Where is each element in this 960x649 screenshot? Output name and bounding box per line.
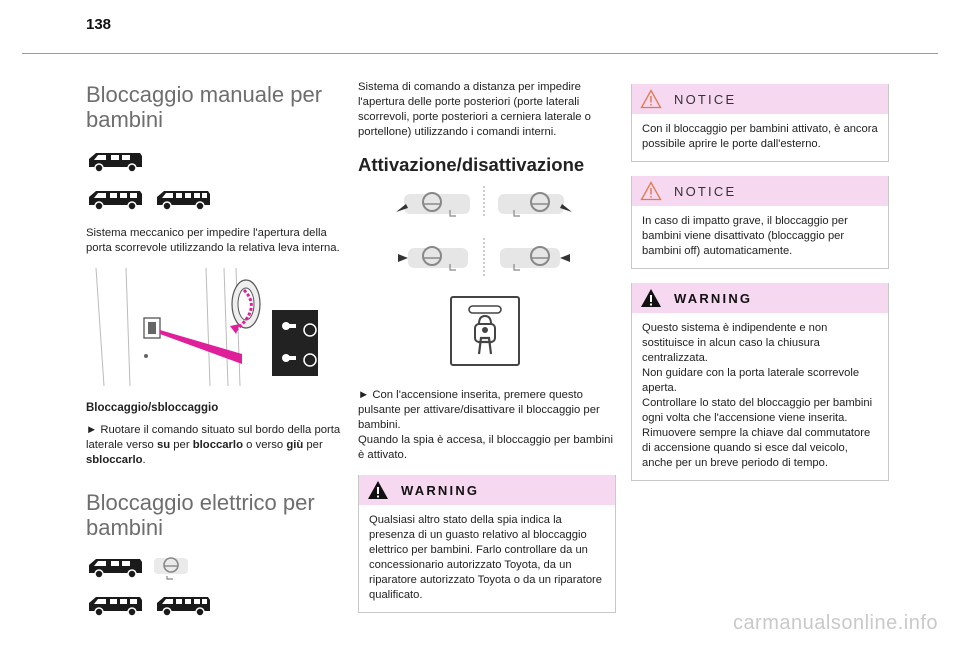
instruction-unlock: sbloccarlo: [86, 454, 143, 466]
notice-header: [632, 84, 888, 114]
notice-callout-1: [631, 84, 889, 162]
column-3: [631, 84, 889, 481]
column-2: [358, 80, 616, 613]
instruction-down: giù: [286, 439, 304, 451]
instruction-lock: bloccarlo: [192, 439, 243, 451]
notice-text: Con il bloccaggio per bambini attivato, è ancora possibile aprire le porte dall'esterno.: [642, 123, 878, 150]
van-long-icon: [154, 186, 212, 212]
activation-step: ► Con l'accensione inserita, premere questo pulsante per attivare/disattivare il bloccaggio per bambini.: [358, 389, 600, 431]
warning-title: WARNING: [401, 482, 480, 498]
vehicle-icons-row-4: [86, 590, 342, 620]
steering-diagram-rhd-right: [498, 193, 572, 216]
van-medium-icon: [86, 186, 144, 212]
steering-diagram-lhd-left: [396, 193, 470, 216]
instruction-text: .: [142, 454, 146, 466]
notice-text: In caso di impatto grave, il bloccaggio per bambini viene disattivato (bloccaggio per bambini off) automaticamente.: [642, 215, 848, 257]
instruction-text: per: [303, 439, 323, 451]
child-lock-switch[interactable]: [450, 296, 520, 366]
header-divider: [22, 53, 938, 54]
notice-header: [632, 176, 888, 206]
warning-callout-col3: [631, 283, 889, 481]
warning-title: WARNING: [674, 290, 753, 306]
warning-callout-col2: [358, 475, 616, 613]
manual-lock-title: Bloccaggio manuale per bambini: [86, 82, 323, 132]
manual-lock-instruction: [86, 423, 342, 468]
instruction-text: ► Ruotare il comando situato sul bordo della porta laterale verso: [86, 424, 341, 451]
instruction-text: per: [170, 439, 193, 451]
van-long-icon: [154, 592, 212, 618]
notice-title: NOTICE: [674, 91, 737, 107]
manual-child-lock-illustration: [86, 268, 330, 386]
page-number: 138: [86, 16, 112, 33]
warning-header: [632, 283, 888, 313]
van-medium-icon: [86, 592, 144, 618]
steering-positions-diagram: [394, 186, 574, 286]
lock-unlock-label: Bloccaggio/sbloccaggio: [86, 402, 219, 414]
vehicle-icons-row-1: [86, 146, 342, 176]
instruction-up: su: [156, 439, 171, 451]
watermark: carmanualsonline.info: [732, 612, 938, 634]
vehicle-icons-row-3: [86, 552, 342, 582]
warning-text: Qualsiasi altro stato della spia indica la presenza di un guasto relativo al bloccaggio elettrico per bambini. Farlo controllare da un concessionario autorizzato Toyota, da un riparatore autorizzato Toyota o da un riparatore qualificato.: [369, 514, 603, 601]
warning-line: Rimuovere sempre la chiave dal commutatore di accensione quando si esce dal veicolo, anche per un breve periodo di tempo.: [642, 427, 871, 469]
vehicle-icons-row-2: [86, 184, 342, 214]
van-short-icon: [86, 148, 144, 174]
electric-lock-title: Bloccaggio elettrico per bambini: [86, 490, 315, 540]
warning-triangle-icon: [367, 480, 389, 500]
warning-line: Questo sistema è indipendente e non sostituisce in alcun caso la chiusura centralizzata.: [642, 322, 828, 364]
notice-title: NOTICE: [674, 183, 737, 199]
instruction-text: o verso: [242, 439, 287, 451]
manual-lock-description: Sistema meccanico per impedire l'apertura della porta scorrevole utilizzando la relativa leva interna.: [86, 227, 340, 254]
van-short-icon: [86, 554, 144, 580]
activation-title: Attivazione/disattivazione: [358, 154, 585, 175]
warning-triangle-icon: [640, 288, 662, 308]
notice-callout-2: [631, 176, 889, 269]
notice-triangle-icon: [640, 181, 662, 201]
column-1: [86, 64, 342, 620]
steering-wheel-icon: [154, 554, 188, 580]
notice-triangle-icon: [640, 89, 662, 109]
warning-header: [359, 475, 615, 505]
remote-system-intro: Sistema di comando a distanza per impedire l'apertura delle porte posteriori (porte laterali scorrevoli, porte posteriori a cerniera laterale o portellone) utilizzando i comandi interni.: [358, 81, 591, 138]
warning-line: Controllare lo stato del bloccaggio per bambini ogni volta che l'accensione viene inserita.: [642, 397, 873, 424]
warning-text: [632, 313, 888, 480]
steering-diagram-rhd-bottom: [500, 247, 570, 270]
child-lock-button-icon: [452, 298, 518, 364]
activation-note: Quando la spia è accesa, il bloccaggio per bambini è attivato.: [358, 434, 613, 461]
warning-line: Non guidare con la porta laterale scorrevole aperta.: [642, 367, 860, 394]
steering-diagram-lhd-bottom: [398, 247, 468, 270]
